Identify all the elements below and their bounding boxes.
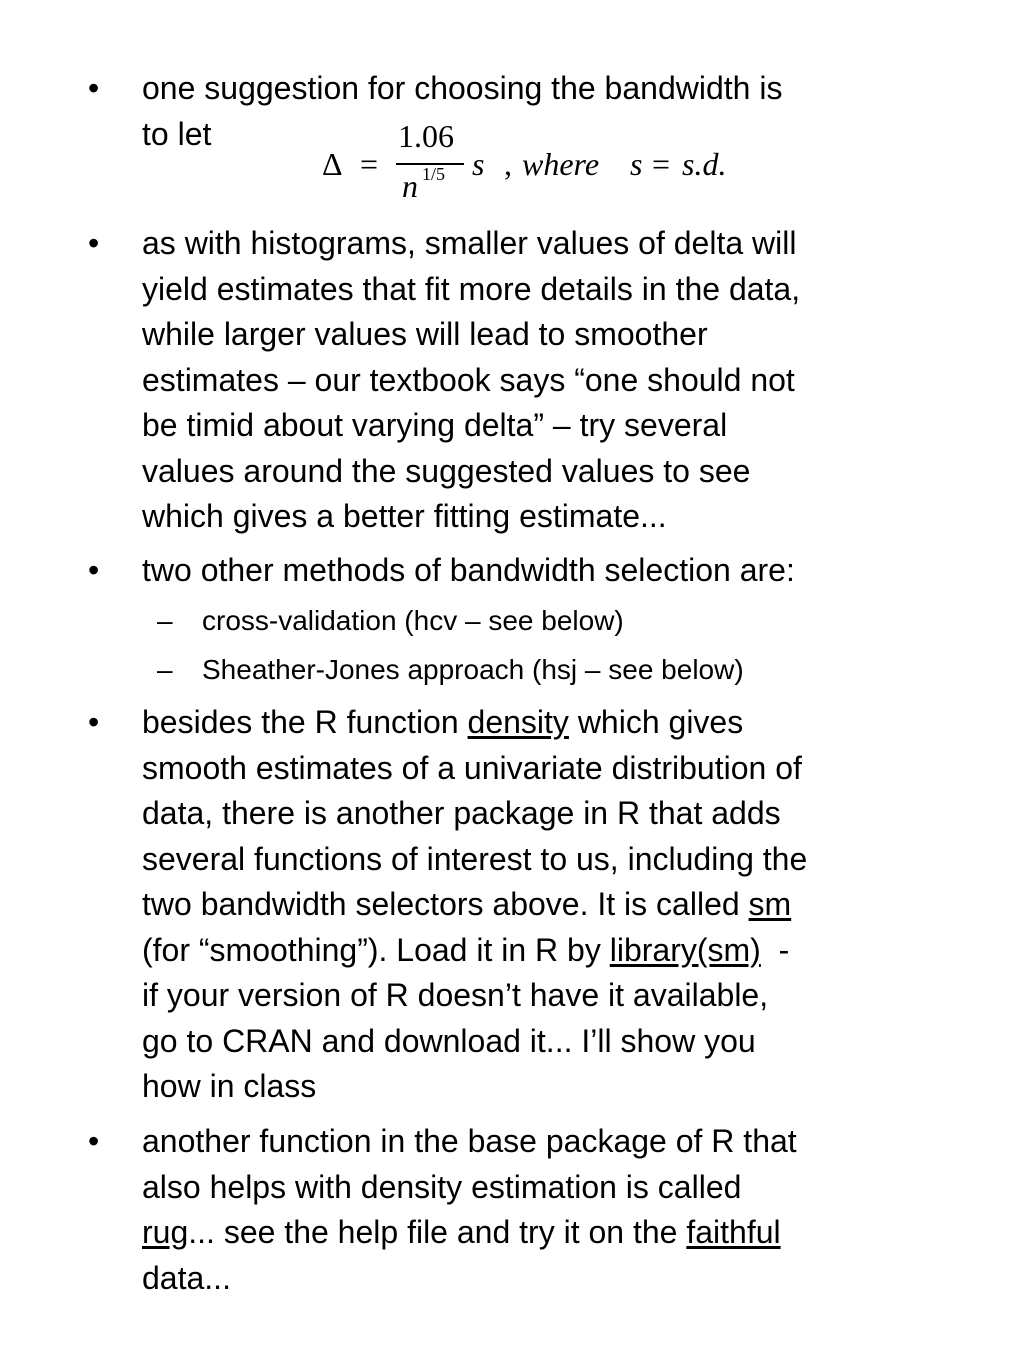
- bullet-2-line-3: while larger values will lead to smoother: [142, 316, 708, 352]
- bullet-4-text: [142, 700, 942, 1110]
- bullet-marker: •: [88, 70, 100, 106]
- bullet-1-line-2: to let: [142, 115, 212, 152]
- bullet-4-line-3: data, there is another package in R that adds: [142, 795, 781, 831]
- sub-bullet-marker: –: [157, 654, 173, 685]
- sub-item-cross-validation: cross-validation (hcv – see below): [202, 605, 624, 636]
- bullet-4-line-1b: which gives: [568, 704, 744, 740]
- bullet-4-line-7: if your version of R doesn’t have it available,: [142, 977, 769, 1013]
- bullet-marker: •: [88, 552, 100, 588]
- sub-bullet-marker: –: [157, 605, 173, 636]
- bullet-2-line-6: values around the suggested values to see: [142, 452, 751, 489]
- formula-s: s: [472, 146, 485, 182]
- bullet-5-line-1: another function in the base package of R that: [142, 1123, 797, 1159]
- formula-equals: =: [360, 146, 379, 182]
- rug-link[interactable]: rug: [142, 1214, 189, 1250]
- sub-item-sheather-jones: Sheather-Jones approach (hsj – see below): [202, 654, 744, 685]
- bullet-4-line-5a: two bandwidth selectors above. It is called: [142, 886, 749, 922]
- bullet-2-line-5: be timid about varying delta” – try several: [142, 407, 728, 443]
- bullet-5-line-3-mid: ... see the help file and try it on the: [188, 1214, 687, 1250]
- bullet-4-line-2: smooth estimates of a univariate distribution of: [142, 749, 802, 786]
- formula-delta: Δ: [322, 146, 343, 182]
- sm-link[interactable]: sm: [748, 886, 792, 922]
- formula-denominator-exponent: 1/5: [422, 164, 446, 184]
- formula-s-2: s: [630, 146, 643, 182]
- library-sm-link[interactable]: library(sm): [609, 931, 761, 968]
- bullet-2-text: [142, 221, 942, 540]
- bullet-2-line-4: estimates – our textbook says “one should not: [142, 361, 795, 398]
- bullet-2-line-2: yield estimates that fit more details in the data,: [142, 270, 801, 307]
- formula-where: where: [522, 146, 600, 182]
- bullet-4-line-9: how in class: [142, 1068, 317, 1104]
- bullet-4-line-4: several functions of interest to us, including the: [142, 840, 808, 877]
- formula-comma: ,: [504, 146, 512, 182]
- bullet-2-line-1: as with histograms, smaller values of delta will: [142, 225, 797, 261]
- bullet-3-line-1: two other methods of bandwidth selection are:: [142, 552, 795, 588]
- bullet-5-text: [142, 1119, 942, 1301]
- formula-sd: s.d.: [682, 146, 727, 182]
- bullet-3-text: [142, 548, 942, 594]
- bullet-4-line-8: go to CRAN and download it... I’ll show you: [142, 1022, 756, 1059]
- bullet-5-line-4: data...: [142, 1259, 231, 1296]
- faithful-link[interactable]: faithful: [686, 1214, 781, 1250]
- bullet-4-line-6a: (for “smoothing”). Load it in R by: [142, 931, 610, 968]
- bullet-2-line-7: which gives a better fitting estimate...: [142, 498, 667, 534]
- bullet-marker: •: [88, 225, 100, 261]
- bullet-marker: •: [88, 1123, 100, 1159]
- bullet-4-line-1a: besides the R function: [142, 704, 468, 740]
- density-link[interactable]: density: [467, 704, 569, 740]
- formula-numerator: 1.06: [398, 118, 454, 154]
- bullet-5-line-2: also helps with density estimation is called: [142, 1168, 742, 1205]
- bullet-1-line-1: one suggestion for choosing the bandwidth is: [142, 70, 783, 106]
- bullet-4-line-6b: -: [760, 931, 790, 968]
- bandwidth-formula: [318, 112, 778, 212]
- formula-denominator-base: n: [402, 168, 418, 204]
- formula-equals-2: =: [652, 146, 671, 182]
- bullet-marker: •: [88, 704, 100, 740]
